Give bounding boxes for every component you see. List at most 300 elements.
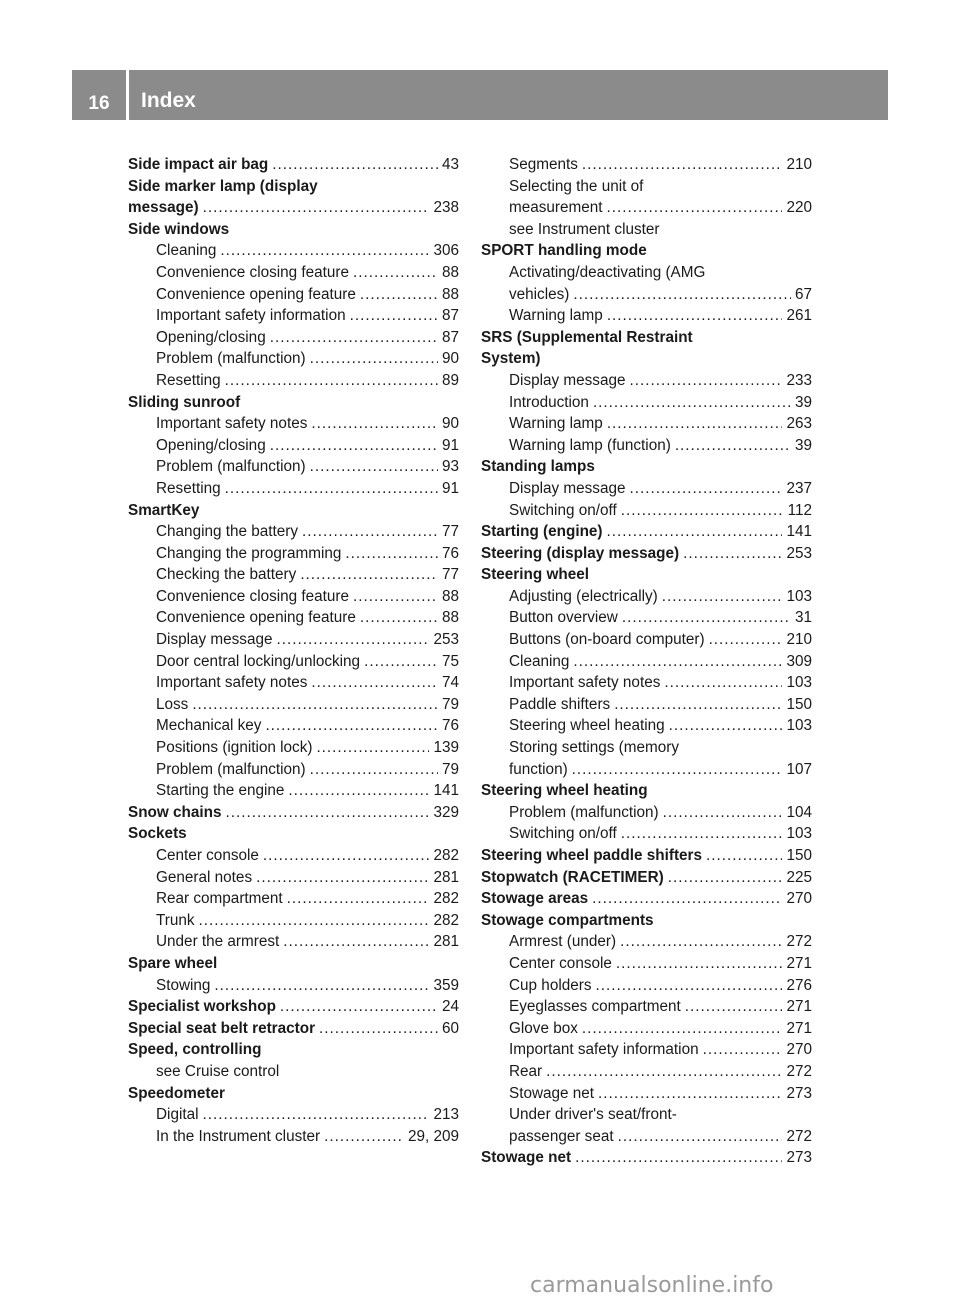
dot-leader (675, 435, 791, 457)
entry-label: Cleaning (509, 652, 570, 670)
page-reference: 76 (441, 544, 459, 562)
index-sub-entry (128, 629, 459, 651)
index-main-entry (481, 1147, 812, 1169)
entry-label: Important safety notes (156, 415, 308, 433)
dot-leader (288, 780, 429, 802)
entry-label: Problem (malfunction) (509, 803, 659, 821)
page-reference: 24 (441, 998, 459, 1016)
dot-leader (607, 197, 783, 219)
dot-leader (616, 953, 783, 975)
entry-label: Center console (509, 954, 612, 972)
page-reference: 103 (786, 717, 812, 735)
dot-leader (214, 975, 429, 997)
entry-label: message) (128, 199, 199, 217)
entry-label: Convenience opening feature (156, 285, 356, 303)
entry-label: In the Instrument cluster (156, 1127, 321, 1145)
index-sub-entry (128, 586, 459, 608)
entry-label: Buttons (on-board computer) (509, 631, 705, 649)
entry-label: Rear compartment (156, 890, 283, 908)
dot-leader (662, 586, 783, 608)
page-reference: 273 (786, 1084, 812, 1102)
page-reference: 88 (441, 263, 459, 281)
dot-leader (316, 737, 429, 759)
index-sub-entry (481, 435, 812, 457)
index-heading: Steering wheel heating (481, 782, 648, 800)
entry-label: Special seat belt retractor (128, 1019, 316, 1037)
entry-label: Convenience opening feature (156, 609, 356, 627)
page-reference: 238 (433, 199, 459, 217)
page-reference: 90 (441, 415, 459, 433)
dot-leader (276, 629, 429, 651)
page-reference: 75 (441, 652, 459, 670)
index-heading: Sliding sunroof (128, 393, 241, 411)
page-reference: 141 (433, 782, 459, 800)
index-sub-entry (481, 715, 812, 737)
index-heading: Spare wheel (128, 954, 218, 972)
entry-label: General notes (156, 868, 253, 886)
entry-label: Rear (509, 1062, 543, 1080)
dot-leader (668, 867, 783, 889)
entry-label: Problem (malfunction) (156, 458, 306, 476)
index-sub-entry (481, 586, 812, 608)
index-main-entry (128, 197, 459, 219)
entry-label: Introduction (509, 393, 589, 411)
index-sub-entry (128, 435, 459, 457)
page-number: 16 (88, 93, 110, 114)
index-subline: see Instrument cluster (509, 220, 660, 238)
page-reference: 281 (433, 868, 459, 886)
index-column-left (128, 154, 459, 1147)
entry-label: vehicles) (509, 285, 570, 303)
dot-leader (573, 284, 791, 306)
entry-label: Switching on/off (509, 825, 617, 843)
index-sub-entry (481, 1018, 812, 1040)
index-sub-entry (481, 1083, 812, 1105)
index-sub-entry (481, 823, 812, 845)
index-sub-entry (481, 413, 812, 435)
dot-leader (592, 888, 782, 910)
entry-label: Loss (156, 695, 189, 713)
dot-leader (582, 154, 783, 176)
dot-leader (582, 1018, 783, 1040)
index-heading: Sockets (128, 825, 187, 843)
watermark: carmanualsonline.info (530, 1273, 774, 1298)
entry-label: Opening/closing (156, 436, 266, 454)
dot-leader (573, 651, 782, 673)
page-reference: 253 (786, 544, 812, 562)
entry-label: Paddle shifters (509, 695, 611, 713)
page-reference: 150 (786, 847, 812, 864)
dot-leader (622, 607, 791, 629)
dot-leader (270, 435, 438, 457)
index-sub-entry (481, 802, 812, 824)
index-subline: Under driver's seat/front- (509, 1106, 677, 1124)
index-sub-entry (128, 780, 459, 802)
dot-leader (620, 931, 782, 953)
entry-label: Stowage areas (481, 890, 589, 908)
index-heading: Speed, controlling (128, 1041, 262, 1059)
index-sub-entry (481, 500, 812, 522)
dot-leader (629, 478, 782, 500)
page-reference: 282 (433, 847, 459, 864)
dot-leader (629, 370, 782, 392)
index-sub-entry (128, 737, 459, 759)
index-main-entry (481, 888, 812, 910)
dot-leader (311, 672, 438, 694)
index-main-entry (481, 543, 812, 565)
entry-label: Stopwatch (RACETIMER) (481, 868, 664, 886)
page-reference: 139 (433, 739, 459, 757)
page-reference: 272 (786, 1127, 812, 1145)
page-reference: 103 (786, 587, 812, 605)
index-subline: Selecting the unit of (509, 177, 644, 195)
entry-label: Display message (509, 371, 626, 389)
dot-leader (598, 1083, 782, 1105)
index-sub-entry (128, 284, 459, 306)
page-reference: 88 (441, 587, 459, 605)
entry-label: Changing the programming (156, 544, 342, 562)
dot-leader (345, 543, 438, 565)
page-reference: 273 (786, 1149, 812, 1167)
dot-leader (353, 586, 438, 608)
index-sub-entry (128, 715, 459, 737)
index-sub-entry (128, 478, 459, 500)
page-reference: 79 (441, 695, 459, 713)
index-sub-entry (128, 543, 459, 565)
dot-leader (683, 543, 782, 565)
dot-leader (593, 392, 791, 414)
page-reference: 276 (786, 976, 812, 994)
dot-leader (575, 1147, 782, 1169)
entry-label: Cup holders (509, 976, 592, 994)
index-sub-entry (128, 1104, 459, 1126)
page-reference: 74 (441, 674, 459, 692)
dot-leader (360, 284, 438, 306)
index-heading: Speedometer (128, 1084, 225, 1102)
index-subline: Activating/deactivating (AMG (509, 263, 706, 281)
entry-label: Stowing (156, 976, 211, 994)
page-reference: 263 (786, 415, 812, 433)
page-reference: 39 (794, 393, 812, 411)
entry-label: Starting (engine) (481, 523, 603, 541)
index-main-entry (128, 1018, 459, 1040)
entry-label: Under the armrest (156, 933, 280, 951)
index-sub-entry (481, 1126, 812, 1148)
entry-label: Stowage net (481, 1149, 572, 1167)
entry-label: Switching on/off (509, 501, 617, 519)
index-heading: SmartKey (128, 501, 200, 519)
index-sub-entry (128, 672, 459, 694)
page-reference: 43 (441, 156, 459, 173)
entry-label: Opening/closing (156, 328, 266, 346)
index-sub-entry (128, 413, 459, 435)
index-sub-entry (481, 931, 812, 953)
index-sub-entry (128, 305, 459, 327)
page-reference: 359 (433, 976, 459, 994)
page-reference: 29, 209 (407, 1127, 459, 1145)
entry-label: Mechanical key (156, 717, 262, 735)
entry-label: function) (509, 760, 568, 778)
dot-leader (572, 759, 783, 781)
entry-label: Center console (156, 847, 259, 864)
dot-leader (220, 240, 429, 262)
entry-label: Display message (156, 631, 273, 649)
index-sub-entry (481, 651, 812, 673)
dot-leader (353, 262, 438, 284)
dot-leader (192, 694, 438, 716)
dot-leader (621, 823, 783, 845)
index-sub-entry (481, 284, 812, 306)
page-reference: 88 (441, 609, 459, 627)
index-sub-entry (128, 564, 459, 586)
dot-leader (265, 715, 438, 737)
index-sub-entry (481, 478, 812, 500)
dot-leader (256, 867, 429, 889)
dot-leader (203, 197, 430, 219)
dot-leader (225, 478, 438, 500)
entry-label: passenger seat (509, 1127, 614, 1145)
entry-label: Trunk (156, 911, 195, 929)
page-reference: 31 (794, 609, 812, 627)
page-reference: 233 (786, 371, 812, 389)
index-main-entry (481, 867, 812, 889)
dot-leader (324, 1126, 404, 1148)
entry-label: Steering wheel paddle shifters (481, 847, 703, 864)
index-sub-entry (128, 607, 459, 629)
page-reference: 306 (433, 242, 459, 260)
page-reference: 271 (786, 1019, 812, 1037)
index-sub-entry (481, 305, 812, 327)
page-reference: 76 (441, 717, 459, 735)
page-reference: 272 (786, 1062, 812, 1080)
page-reference: 91 (441, 436, 459, 454)
entry-label: Cleaning (156, 242, 217, 260)
page-reference: 225 (786, 868, 812, 886)
dot-leader (706, 845, 782, 867)
entry-label: Important safety information (509, 1041, 699, 1059)
entry-label: Steering wheel heating (509, 717, 665, 735)
entry-label: Button overview (509, 609, 618, 627)
page-reference: 89 (441, 371, 459, 389)
page-reference: 103 (786, 674, 812, 692)
page-reference: 272 (786, 933, 812, 951)
dot-leader (225, 370, 438, 392)
page-reference: 77 (441, 566, 459, 584)
page-reference: 87 (441, 328, 459, 346)
page-reference: 271 (786, 954, 812, 972)
page-reference: 107 (786, 760, 812, 778)
index-main-entry (481, 845, 812, 867)
entry-label: measurement (509, 199, 603, 217)
entry-label: Stowage net (509, 1084, 595, 1102)
index-sub-entry (128, 867, 459, 889)
dot-leader (350, 305, 438, 327)
page-reference: 60 (441, 1019, 459, 1037)
page-reference: 141 (786, 523, 812, 541)
index-sub-entry (481, 975, 812, 997)
page-reference: 237 (786, 479, 812, 497)
page-reference: 112 (787, 501, 812, 519)
index-heading: SPORT handling mode (481, 242, 647, 260)
index-main-entry (128, 996, 459, 1018)
dot-leader (703, 1039, 783, 1061)
entry-label: Eyeglasses compartment (509, 998, 681, 1016)
entry-label: Glove box (509, 1019, 578, 1037)
dot-leader (302, 521, 438, 543)
entry-label: Resetting (156, 479, 221, 497)
dot-leader (280, 996, 438, 1018)
dot-leader (709, 629, 783, 651)
header-divider (126, 70, 129, 120)
dot-leader (614, 694, 782, 716)
page-reference: 282 (433, 890, 459, 908)
dot-leader (270, 327, 438, 349)
entry-label: Warning lamp (function) (509, 436, 671, 454)
index-sub-entry (128, 240, 459, 262)
index-sub-entry (481, 370, 812, 392)
page-reference: 67 (794, 285, 812, 303)
page-reference: 39 (794, 436, 812, 454)
index-column-right (481, 154, 812, 1169)
index-sub-entry (481, 1061, 812, 1083)
index-heading: Side windows (128, 220, 230, 238)
dot-leader (618, 1126, 783, 1148)
index-sub-entry (481, 154, 812, 176)
entry-label: Problem (malfunction) (156, 350, 306, 368)
page-reference: 261 (786, 307, 812, 325)
dot-leader (226, 802, 430, 824)
dot-leader (310, 348, 438, 370)
index-sub-entry (481, 1039, 812, 1061)
index-sub-entry (481, 197, 812, 219)
index-sub-entry (128, 931, 459, 953)
index-sub-entry (128, 521, 459, 543)
index-main-entry (128, 802, 459, 824)
page-reference: 77 (441, 523, 459, 541)
page-reference: 87 (441, 307, 459, 325)
dot-leader (664, 672, 782, 694)
dot-leader (607, 305, 783, 327)
entry-label: Digital (156, 1106, 199, 1124)
index-sub-entry (481, 392, 812, 414)
index-sub-entry (128, 1126, 459, 1148)
entry-label: Problem (malfunction) (156, 760, 306, 778)
entry-label: Important safety notes (509, 674, 661, 692)
page-reference: 270 (786, 890, 812, 908)
index-sub-entry (481, 607, 812, 629)
dot-leader (311, 413, 438, 435)
page-reference: 213 (433, 1106, 459, 1124)
dot-leader (685, 996, 783, 1018)
page-reference: 79 (441, 760, 459, 778)
index-sub-entry (481, 996, 812, 1018)
dot-leader (621, 500, 784, 522)
index-sub-entry (128, 975, 459, 997)
entry-label: Warning lamp (509, 307, 603, 325)
page-reference: 220 (786, 199, 812, 217)
dot-leader (272, 154, 438, 176)
entry-label: Segments (509, 156, 578, 173)
dot-leader (546, 1061, 782, 1083)
dot-leader (199, 910, 430, 932)
index-subline: see Cruise control (156, 1062, 280, 1080)
entry-label: Positions (ignition lock) (156, 739, 313, 757)
index-heading: SRS (Supplemental Restraint (481, 328, 693, 346)
entry-label: Display message (509, 479, 626, 497)
index-sub-entry (128, 759, 459, 781)
index-subline: Storing settings (memory (509, 739, 680, 757)
entry-label: Door central locking/unlocking (156, 652, 361, 670)
page-reference: 91 (441, 479, 459, 497)
index-sub-entry (128, 694, 459, 716)
entry-label: Important safety notes (156, 674, 308, 692)
dot-leader (310, 759, 438, 781)
index-heading: Steering wheel (481, 566, 589, 584)
index-sub-entry (128, 370, 459, 392)
page-reference: 88 (441, 285, 459, 303)
entry-label: Important safety information (156, 307, 346, 325)
dot-leader (287, 888, 430, 910)
index-sub-entry (128, 651, 459, 673)
dot-leader (283, 931, 429, 953)
entry-label: Convenience closing feature (156, 263, 350, 281)
entry-label: Specialist workshop (128, 998, 276, 1016)
index-sub-entry (128, 845, 459, 867)
entry-label: Adjusting (electrically) (509, 587, 658, 605)
dot-leader (300, 564, 438, 586)
index-sub-entry (481, 759, 812, 781)
index-main-entry (481, 521, 812, 543)
index-heading: Side marker lamp (display (128, 177, 318, 195)
dot-leader (263, 845, 430, 867)
dot-leader (669, 715, 783, 737)
page-reference: 150 (786, 695, 812, 713)
page-reference: 309 (786, 652, 812, 670)
dot-leader (607, 521, 783, 543)
index-sub-entry (481, 672, 812, 694)
entry-label: Armrest (under) (509, 933, 617, 951)
page-reference: 281 (433, 933, 459, 951)
page-reference: 253 (433, 631, 459, 649)
dot-leader (310, 456, 438, 478)
dot-leader (364, 651, 438, 673)
entry-label: Side impact air bag (128, 156, 269, 173)
dot-leader (595, 975, 782, 997)
page-header (72, 70, 888, 120)
dot-leader (360, 607, 438, 629)
dot-leader (319, 1018, 438, 1040)
page-reference: 104 (786, 803, 812, 821)
page-reference: 90 (441, 350, 459, 368)
page-reference: 93 (441, 458, 459, 476)
page-reference: 270 (786, 1041, 812, 1059)
index-heading: System) (481, 350, 541, 368)
dot-leader (607, 413, 783, 435)
entry-label: Steering (display message) (481, 544, 680, 562)
page-reference: 210 (786, 631, 812, 649)
entry-label: Changing the battery (156, 523, 299, 541)
entry-label: Checking the battery (156, 566, 297, 584)
page-reference: 103 (786, 825, 812, 843)
index-sub-entry (128, 327, 459, 349)
index-heading: Standing lamps (481, 458, 595, 476)
index-sub-entry (481, 953, 812, 975)
index-sub-entry (481, 629, 812, 651)
index-sub-entry (128, 910, 459, 932)
entry-label: Warning lamp (509, 415, 603, 433)
entry-label: Snow chains (128, 803, 222, 821)
index-sub-entry (128, 348, 459, 370)
